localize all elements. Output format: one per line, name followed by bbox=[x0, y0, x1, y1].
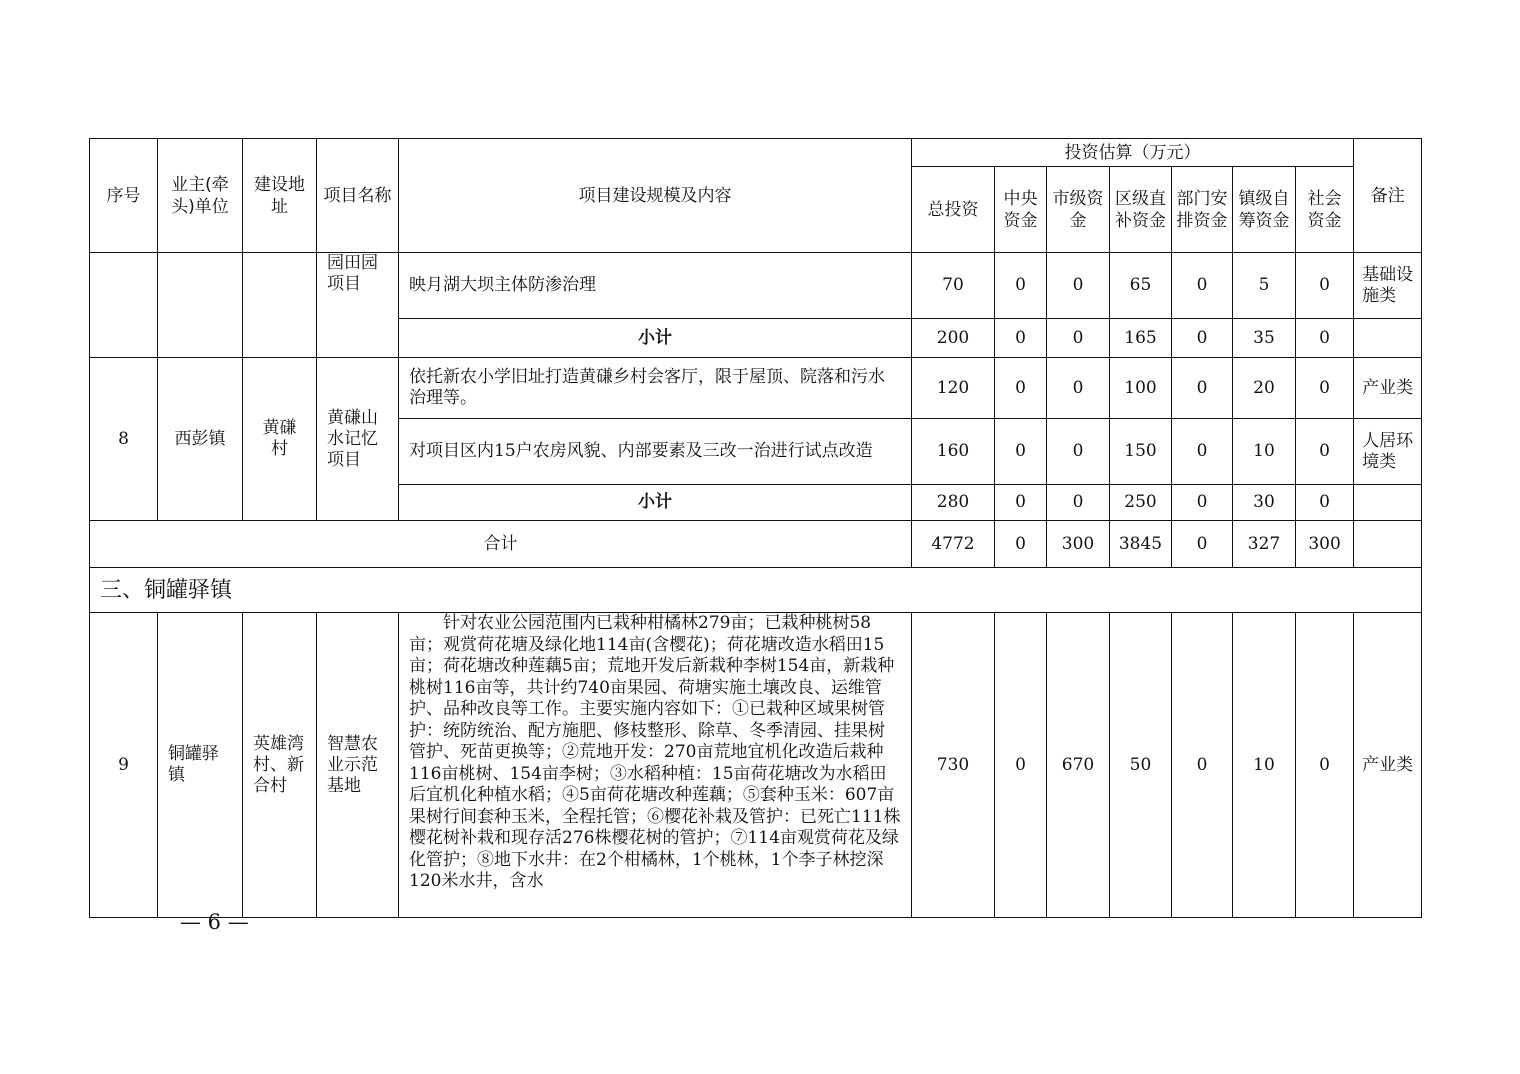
district-cell: 65 bbox=[1110, 253, 1172, 319]
department-cell: 0 bbox=[1172, 485, 1233, 521]
remark-cell bbox=[1354, 485, 1422, 521]
header-investment-group: 投资估算（万元） bbox=[912, 139, 1354, 167]
header-department: 部门安排资金 bbox=[1172, 167, 1233, 253]
location-cell: 英雄湾村、新合村 bbox=[243, 613, 317, 918]
central-cell: 0 bbox=[995, 613, 1047, 918]
total-cell: 730 bbox=[912, 613, 995, 918]
department-cell: 0 bbox=[1172, 319, 1233, 358]
section-row bbox=[90, 568, 1422, 613]
remark-cell: 人居环境类 bbox=[1354, 419, 1422, 485]
content-cell: 依托新农小学旧址打造黄磏乡村会客厅，限于屋顶、院落和污水治理等。 bbox=[399, 358, 912, 419]
department-cell: 0 bbox=[1172, 253, 1233, 319]
remark-cell: 产业类 bbox=[1354, 613, 1422, 918]
owner-cell: 铜罐驿镇 bbox=[158, 613, 243, 918]
seq-cell: 8 bbox=[90, 358, 158, 521]
page-number: — 6 — bbox=[180, 910, 249, 934]
section-title: 三、铜罐驿镇 bbox=[90, 568, 1422, 613]
header-town: 镇级自筹资金 bbox=[1233, 167, 1296, 253]
district-cell: 165 bbox=[1110, 319, 1172, 358]
total-cell: 160 bbox=[912, 419, 995, 485]
city-cell: 0 bbox=[1047, 253, 1110, 319]
header-owner: 业主(牵头)单位 bbox=[158, 139, 243, 253]
content-cell: 对项目区内15户农房风貌、内部要素及三改一治进行试点改造 bbox=[399, 419, 912, 485]
header-social: 社会资金 bbox=[1296, 167, 1354, 253]
content-text: 针对农业公园范围内已栽种柑橘林279亩；已栽种桃树58亩；观赏荷花塘及绿化地114亩(含樱花)；荷花塘改造水稻田15亩；荷花塘改种莲藕5亩；荒地开发后新栽种李树154亩，新栽种桃树116亩等，共计约740亩果园、荷塘实施土壤改良、运维管护、品种改良等工作。主要实施内容如下：①已栽种区域果树管护：统防统治、配方施肥、修枝整形、除草、冬季清园、挂果树管护、死苗更换等；②荒地开发：270亩荒地宜机化改造后栽种116亩桃树、154亩李树；③水稻种植：15亩荷花塘改为水稻田后宜机化种植水稻；④5亩荷花塘改种莲藕；⑤套种玉米：607亩果树行间套种玉米，全程托管；⑥樱花补栽及管护：已死亡111株樱花树补栽和现存活276株樱花树的管护；⑦114亩观赏荷花及绿化管护；⑧地下水井：在2个柑橘林，1个桃林，1个李子林挖深120米水井，含水 bbox=[409, 613, 901, 891]
remark-cell bbox=[1354, 319, 1422, 358]
total-cell: 280 bbox=[912, 485, 995, 521]
district-cell: 100 bbox=[1110, 358, 1172, 419]
city-cell: 670 bbox=[1047, 613, 1110, 918]
city-cell: 0 bbox=[1047, 358, 1110, 419]
header-project-name: 项目名称 bbox=[317, 139, 399, 253]
location-cell: 黄磏村 bbox=[243, 358, 317, 521]
owner-cell: 西彭镇 bbox=[158, 358, 243, 521]
total-cell: 120 bbox=[912, 358, 995, 419]
town-cell: 20 bbox=[1233, 358, 1296, 419]
location-cell bbox=[243, 253, 317, 358]
header-remark: 备注 bbox=[1354, 139, 1422, 253]
project-name-cell: 智慧农业示范基地 bbox=[317, 613, 399, 918]
town-cell: 10 bbox=[1233, 613, 1296, 918]
town-cell: 5 bbox=[1233, 253, 1296, 319]
header-content: 项目建设规模及内容 bbox=[399, 139, 912, 253]
header-city: 市级资金 bbox=[1047, 167, 1110, 253]
town-cell: 10 bbox=[1233, 419, 1296, 485]
central-cell: 0 bbox=[995, 358, 1047, 419]
city-cell: 0 bbox=[1047, 319, 1110, 358]
social-cell: 0 bbox=[1296, 613, 1354, 918]
total-cell: 70 bbox=[912, 253, 995, 319]
project-name-cell: 黄磏山水记忆项目 bbox=[317, 358, 399, 521]
city-cell: 0 bbox=[1047, 485, 1110, 521]
header-central: 中央资金 bbox=[995, 167, 1047, 253]
social-cell: 0 bbox=[1296, 358, 1354, 419]
district-cell: 3845 bbox=[1110, 521, 1172, 568]
header-seq: 序号 bbox=[90, 139, 158, 253]
project-name-cell: 园田园项目 bbox=[317, 253, 399, 358]
town-cell: 35 bbox=[1233, 319, 1296, 358]
central-cell: 0 bbox=[995, 319, 1047, 358]
social-cell: 300 bbox=[1296, 521, 1354, 568]
social-cell: 0 bbox=[1296, 319, 1354, 358]
seq-cell: 9 bbox=[90, 613, 158, 918]
investment-table bbox=[89, 138, 1422, 918]
grand-total-row bbox=[90, 521, 1422, 568]
social-cell: 0 bbox=[1296, 485, 1354, 521]
content-cell: 映月湖大坝主体防渗治理 bbox=[399, 253, 912, 319]
district-cell: 150 bbox=[1110, 419, 1172, 485]
remark-cell: 产业类 bbox=[1354, 358, 1422, 419]
table-row bbox=[90, 358, 1422, 419]
department-cell: 0 bbox=[1172, 521, 1233, 568]
central-cell: 0 bbox=[995, 419, 1047, 485]
city-cell: 0 bbox=[1047, 419, 1110, 485]
department-cell: 0 bbox=[1172, 358, 1233, 419]
town-cell: 327 bbox=[1233, 521, 1296, 568]
central-cell: 0 bbox=[995, 485, 1047, 521]
district-cell: 250 bbox=[1110, 485, 1172, 521]
table-row bbox=[90, 253, 1422, 319]
remark-cell: 基础设施类 bbox=[1354, 253, 1422, 319]
total-cell: 4772 bbox=[912, 521, 995, 568]
department-cell: 0 bbox=[1172, 613, 1233, 918]
total-cell: 200 bbox=[912, 319, 995, 358]
town-cell: 30 bbox=[1233, 485, 1296, 521]
central-cell: 0 bbox=[995, 253, 1047, 319]
central-cell: 0 bbox=[995, 521, 1047, 568]
social-cell: 0 bbox=[1296, 419, 1354, 485]
remark-cell bbox=[1354, 521, 1422, 568]
header-total: 总投资 bbox=[912, 167, 995, 253]
city-cell: 300 bbox=[1047, 521, 1110, 568]
department-cell: 0 bbox=[1172, 419, 1233, 485]
owner-cell bbox=[158, 253, 243, 358]
district-cell: 50 bbox=[1110, 613, 1172, 918]
header-district: 区级直补资金 bbox=[1110, 167, 1172, 253]
table-row bbox=[90, 613, 1422, 918]
subtotal-label: 小计 bbox=[399, 319, 912, 358]
grand-total-label: 合计 bbox=[90, 521, 912, 568]
social-cell: 0 bbox=[1296, 253, 1354, 319]
header-location: 建设地址 bbox=[243, 139, 317, 253]
seq-cell bbox=[90, 253, 158, 358]
subtotal-label: 小计 bbox=[399, 485, 912, 521]
content-cell bbox=[399, 613, 912, 918]
